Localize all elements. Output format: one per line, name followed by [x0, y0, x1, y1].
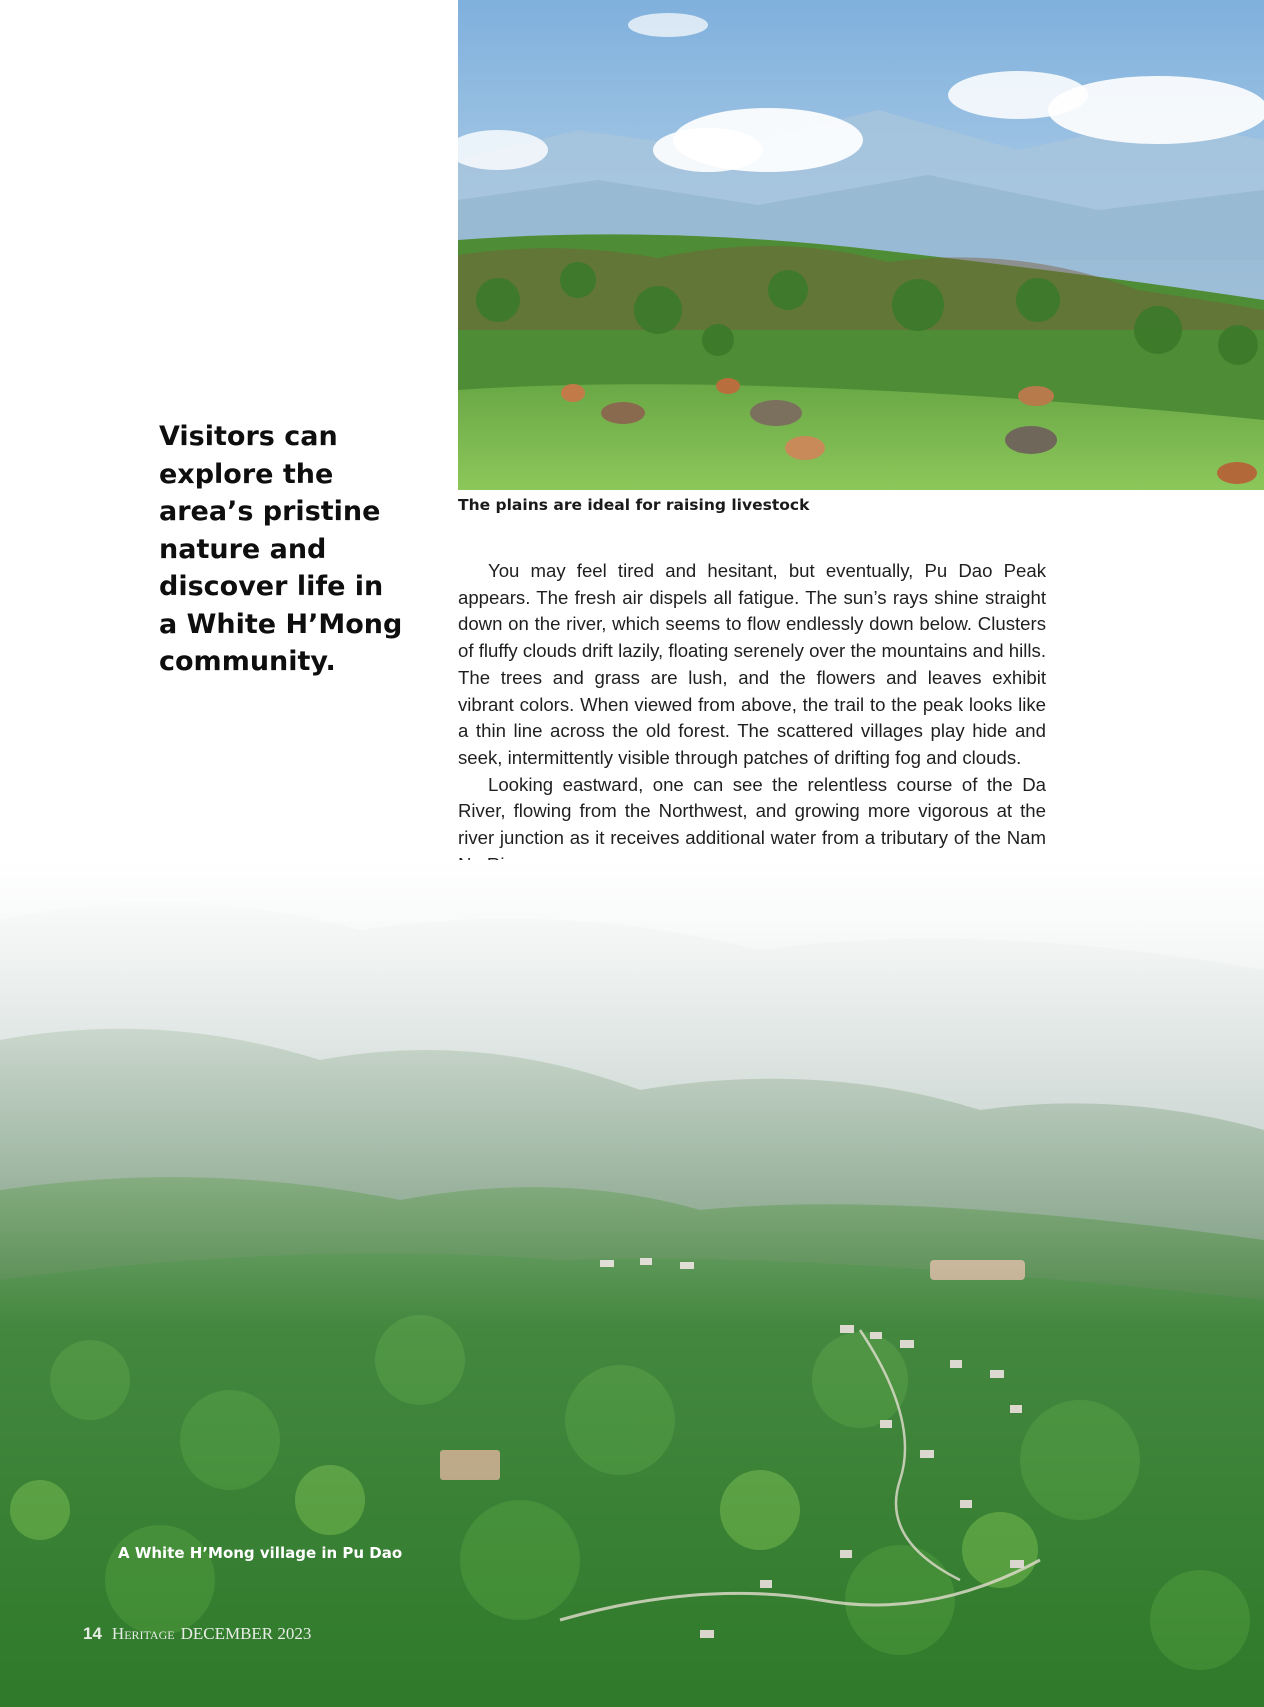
article-body [458, 558, 1046, 878]
livestock-photo-illustration [458, 0, 1264, 490]
livestock-photo-caption: The plains are ideal for raising livestock [458, 496, 810, 514]
pull-quote: Visitors can explore the area’s pristine nature and discover life in a White H’Mong community. [159, 421, 403, 677]
magazine-name: Heritage [111, 1624, 175, 1643]
page-number: 14 [83, 1624, 102, 1643]
livestock-photo [458, 0, 1264, 490]
page-folio [83, 1624, 311, 1644]
village-aerial-illustration [0, 860, 1264, 1707]
body-paragraph: Looking eastward, one can see the relentless course of the Da River, flowing from the Northwest, and growing more vigorous at the river junction as it receives additional water from a tributary of the Nam [458, 773, 1046, 849]
village-aerial-photo [0, 860, 1264, 1707]
body-paragraph: You may feel tired and hesitant, but eventually, Pu Dao Peak appears. The fresh air dispels all fatigue. The sun’s rays shine straight down on the river, which seems to flow endlessly down below. Clusters of fluffy clouds drift lazily, floating serenely over the mountains and hills. The trees and grass are lush, and the flowers and leaves exhibit vibrant colors. When viewed from above, the trail to the peak looks like a thin line across the old forest. The scattered villages play hide and seek, intermittently visible through patches of drifting fog and clouds. [458, 560, 1046, 768]
issue-date: DECEMBER 2023 [180, 1624, 312, 1643]
village-photo-caption: A White H’Mong village in Pu Dao [118, 1544, 403, 1562]
